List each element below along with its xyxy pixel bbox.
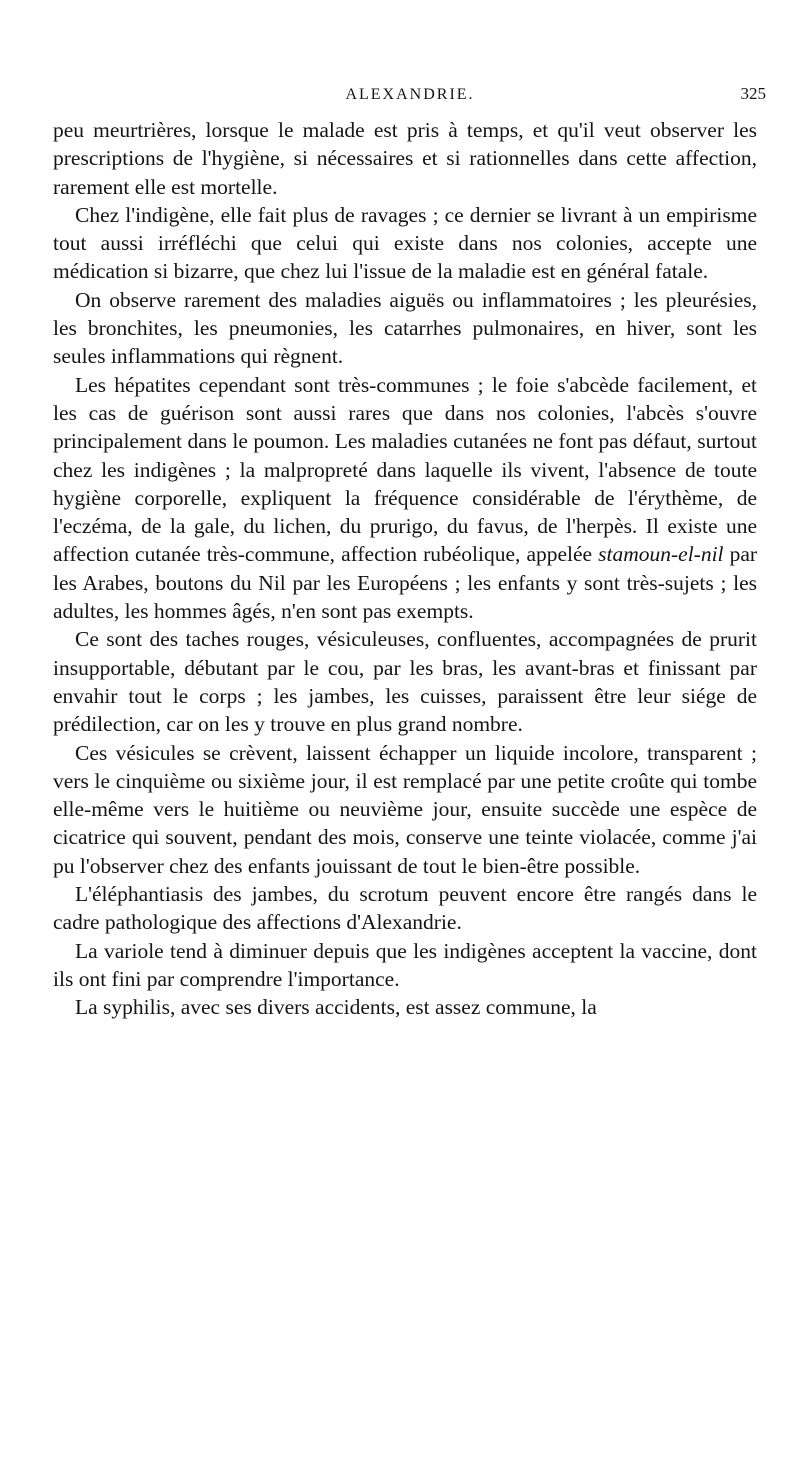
running-title: ALEXANDRIE. bbox=[345, 86, 475, 103]
paragraph-text-continued: par les Arabes, boutons du Nil par les Européens ; les enfants y sont très-sujets ; les adultes, les hommes âgés, n'en sont pas exempts. bbox=[53, 542, 758, 624]
paragraph: Ce sont des taches rouges, vésiculeuses, confluentes, accompagnées de prurit insupportable, débutant par le cou, par les bras, les avant-bras et finissant par envahir tout le corps ; les jambes, les cuisses, paraissent être leur siége de prédilection, car on les y trouve en plus grand nombre. bbox=[53, 627, 757, 737]
paragraph: La syphilis, avec ses divers accidents, est assez commune, la bbox=[75, 995, 597, 1020]
paragraph-with-term bbox=[53, 371, 757, 626]
paragraph: On observe rarement des maladies aiguës ou inflammatoires ; les pleurésies, les bronchites, les pneumonies, les catarrhes pulmonaires, en hiver, sont les seules inflammations qui règnent. bbox=[53, 287, 757, 369]
paragraph: L'éléphantiasis des jambes, du scrotum peuvent encore être rangés dans le cadre pathologique des affections d'Alexandrie. bbox=[53, 882, 757, 935]
italic-term: stamoun-el-nil bbox=[598, 542, 724, 567]
paragraph: La variole tend à diminuer depuis que les indigènes acceptent la vaccine, dont ils ont fini par comprendre l'importance. bbox=[53, 938, 757, 991]
paragraph: peu meurtrières, lorsque le malade est pris à temps, et qu'il veut observer les prescriptions de l'hygiène, si nécessaires et si rationnelles dans cette affection, rarement elle est mortelle. bbox=[53, 118, 757, 199]
running-head bbox=[60, 80, 766, 112]
paragraph-text: Les hépatites cependant sont très-communes ; le foie s'abcède facilement, et les cas de guérison sont aussi rares que dans nos colonies, l'abcès s'ouvre principalement dans le poumon. Les maladies cutanées ne font pas défaut, surtout chez les indigènes ; la malpropreté dans laquelle ils vivent, l'absence de toute hygiène corporelle, expliquent la fréquence considérable de l'érythème, de l'eczéma, de la gale, du lichen, du prurigo, du favus, de l'herpès. Il existe une affection cutanée très-commune, affection rubéolique, appelée bbox=[53, 372, 757, 567]
page-number: 325 bbox=[740, 84, 766, 103]
paragraph: Chez l'indigène, elle fait plus de ravages ; ce dernier se livrant à un empirisme tout aussi irréfléchi que celui qui existe dans nos colonies, accepte une médication si bizarre, que chez lui l'issue de la maladie est en général fatale. bbox=[53, 202, 757, 284]
paragraph: Ces vésicules se crèvent, laissent échapper un liquide incolore, transparent ; vers le cinquième ou sixième jour, il est remplacé par une petite croûte qui tombe elle-même vers le huitième ou neuvième jour, ensuite succède une espèce de cicatrice qui souvent, pendant des mois, conserve une teinte violacée, comme j'ai pu l'observer chez des enfants jouissant de tout le bien-être possible. bbox=[53, 740, 757, 878]
body-text bbox=[53, 116, 757, 1022]
